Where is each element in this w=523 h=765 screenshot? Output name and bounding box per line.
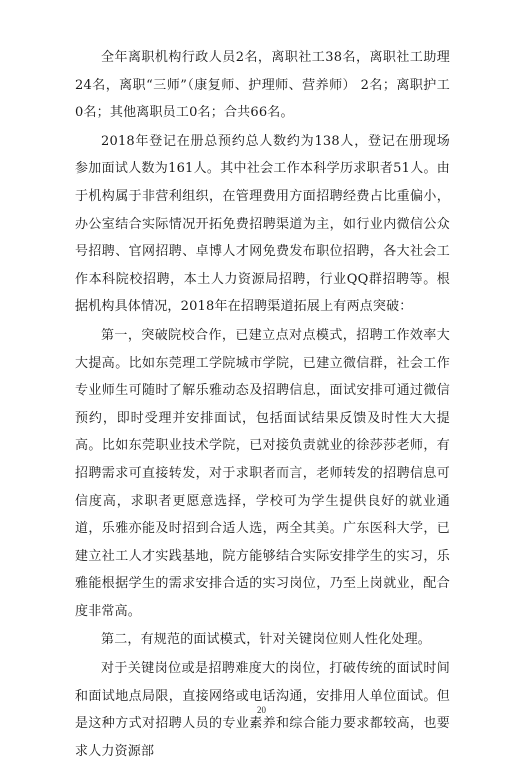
paragraph-recruitment-channels: 2018年登记在册总预约总人数约为138人，登记在册现场参加面试人数为161人。其中社会工作本科学历求职者51人。由于机构属于非营利组织，在管理费用方面招聘经费占比重偏小，办公室结合实际情况开拓免费招聘渠道为主，如行业内微信公众号招聘、官网招聘、卓博人才网免费发布职位招聘，各大社会工作本科院校招聘，本土人力资源局招聘，行业QQ群招聘等。根据机构具体情况，2018年在招聘渠道拓展上有两点突破： <box>75 133 450 315</box>
document-body <box>75 44 450 765</box>
paragraph-departures-summary: 全年离职机构行政人员2名，离职社工38名，离职社工助理24名，离职“三师”（康复师、护理师、营养师） 2名；离职护工0名；其他离职员工0名；合共66名。 <box>75 50 450 121</box>
paragraph-interview-model: 第二，有规范的面试模式，针对关键岗位则人性化处理。 <box>101 632 432 648</box>
paragraph-key-positions: 对于关键岗位或是招聘难度大的岗位，打破传统的面试时间和面试地点局限，直接网络或电话沟通，安排用人单位面试。但是这种方式对招聘人员的专业素养和综合能力要求都较高，也要求人力资源部 <box>75 661 450 759</box>
paragraph-school-cooperation: 第一，突破院校合作，已建立点对点模式，招聘工作效率大大提高。比如东莞理工学院城市学院，已建立微信群，社会工作专业师生可随时了解乐雅动态及招聘信息，面试安排可通过微信预约，即时受理并安排面试，包括面试结果反馈及时性大大提高。比如东莞职业技术学院，已对接负责就业的徐莎莎老师，有招聘需求可直接转发，对于求职者而言，老师转发的招聘信息可信度高，求职者更愿意选择，学校可为学生提供良好的就业通道，乐雅亦能及时招到合适人选，两全其美。广东医科大学，已建立社工人才实践基地，院方能够结合实际安排学生的实习，乐雅能根据学生的需求安排合适的实习岗位，乃至上岗就业，配合度非常高。 <box>75 327 450 619</box>
page-number: 20 <box>257 705 266 715</box>
